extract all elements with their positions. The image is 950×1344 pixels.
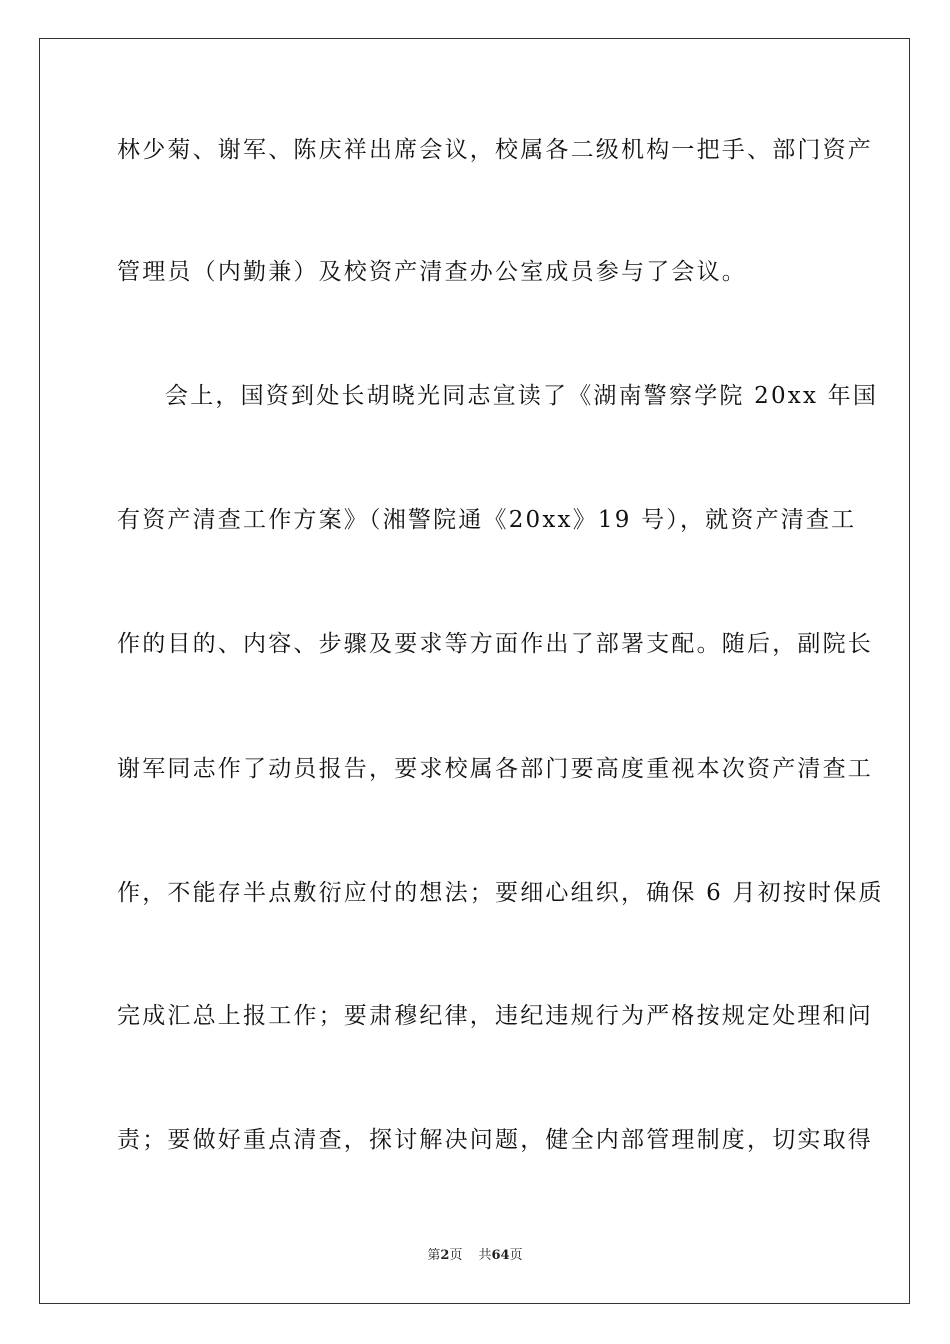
page-number: 2 (440, 1248, 450, 1263)
paragraph-line: 管理员（内勤兼）及校资产清查办公室成员参与了会议。 (117, 259, 747, 285)
page-border (39, 38, 910, 1304)
paragraph-line: 谢军同志作了动员报告，要求校属各部门要高度重视本次资产清查工 (117, 756, 873, 782)
paragraph-line: 林少菊、谢军、陈庆祥出席会议，校属各二级机构一把手、部门资产 (117, 137, 873, 163)
total-prefix: 共 (478, 1248, 492, 1263)
paragraph-line: 责；要做好重点清查，探讨解决问题，健全内部管理制度，切实取得 (117, 1127, 873, 1153)
paragraph-line: 会上，国资到处长胡晓光同志宣读了《湖南警察学院 20xx 年国 (165, 383, 879, 409)
page-suffix: 页 (449, 1248, 463, 1263)
paragraph-line: 作，不能存半点敷衍应付的想法；要细心组织，确保 6 月初按时保质 (117, 880, 884, 906)
paragraph-line: 有资产清查工作方案》（湘警院通《20xx》19 号），就资产清查工 (117, 507, 857, 533)
paragraph-line: 作的目的、内容、步骤及要求等方面作出了部署支配。随后，副院长 (117, 631, 873, 657)
total-pages: 64 (491, 1248, 510, 1263)
page-footer (0, 1247, 950, 1265)
total-suffix: 页 (509, 1248, 523, 1263)
paragraph-line: 完成汇总上报工作；要肃穆纪律，违纪违规行为严格按规定处理和问 (117, 1003, 873, 1029)
page-prefix: 第 (427, 1248, 441, 1263)
